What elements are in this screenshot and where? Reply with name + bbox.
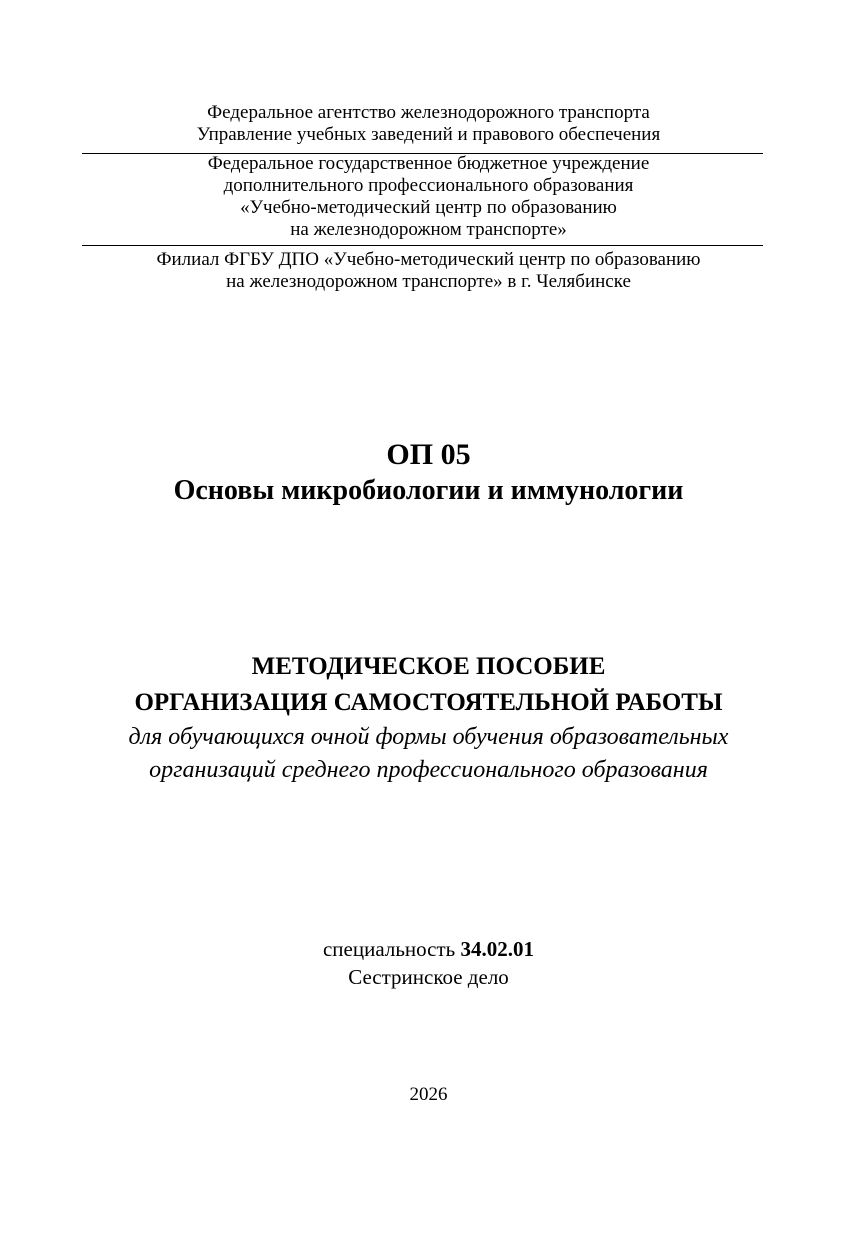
agency-line: Федеральное агентство железнодорожного транспорта bbox=[207, 102, 650, 123]
agency-header bbox=[0, 102, 857, 146]
institution-line: дополнительного профессионального образования bbox=[223, 175, 634, 196]
institution-line: Федеральное государственное бюджетное учреждение bbox=[207, 153, 650, 174]
branch-line: Филиал ФГБУ ДПО «Учебно-методический центр по образованию bbox=[156, 249, 701, 270]
title-block bbox=[0, 437, 857, 509]
specialty-label: специальность bbox=[322, 937, 456, 961]
institution-line: на железнодорожном транспорте» bbox=[290, 219, 567, 240]
audience-line: для обучающихся очной формы обучения образовательных bbox=[128, 724, 729, 750]
doc-type-line: МЕТОДИЧЕСКОЕ ПОСОБИЕ bbox=[251, 653, 606, 680]
agency-line: Управление учебных заведений и правового обеспечения bbox=[196, 124, 661, 145]
specialty-block bbox=[0, 935, 857, 991]
audience-line: организаций среднего профессионального образования bbox=[149, 757, 708, 783]
branch-line: на железнодорожном транспорте» в г. Челябинске bbox=[226, 271, 631, 292]
discipline-code: ОП 05 bbox=[386, 438, 471, 471]
branch-header bbox=[0, 249, 857, 293]
doc-type-line: ОРГАНИЗАЦИЯ САМОСТОЯТЕЛЬНОЙ РАБОТЫ bbox=[134, 689, 723, 716]
specialty-name: Сестринское дело bbox=[348, 965, 509, 989]
discipline-title: Основы микробиологии и иммунологии bbox=[173, 475, 684, 506]
publication-year: 2026 bbox=[409, 1084, 448, 1105]
specialty-line bbox=[0, 935, 857, 963]
header-divider bbox=[82, 245, 763, 246]
institution-line: «Учебно-методический центр по образованию bbox=[240, 197, 617, 218]
institution-header bbox=[0, 153, 857, 241]
specialty-code: 34.02.01 bbox=[460, 937, 534, 961]
doc-type-block bbox=[0, 649, 857, 787]
